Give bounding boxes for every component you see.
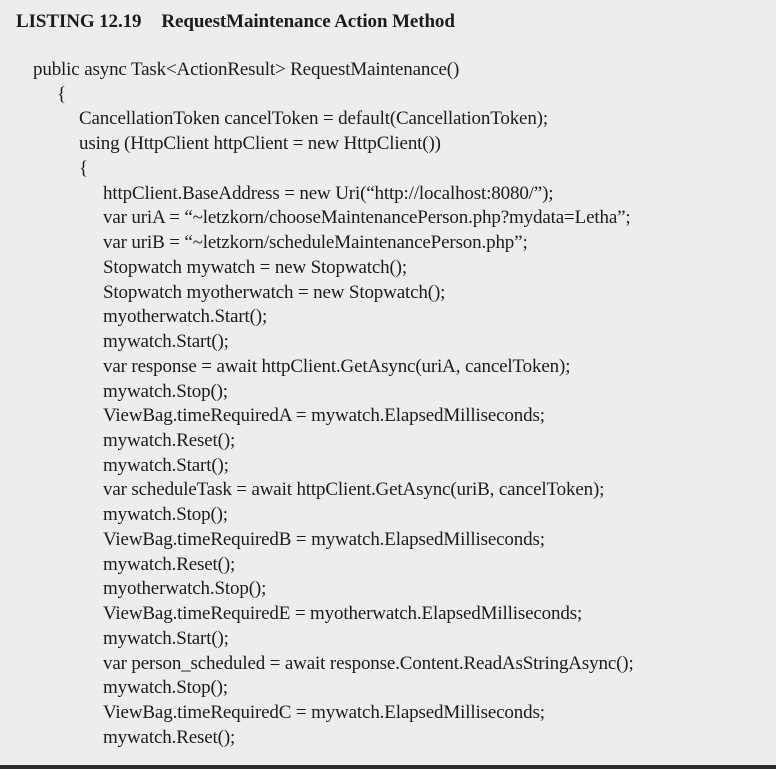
code-line: mywatch.Reset();	[103, 726, 236, 748]
code-line: ViewBag.timeRequiredE = myotherwatch.ElapsedMilliseconds;	[103, 603, 583, 625]
code-line: using (HttpClient httpClient = new HttpClient())	[79, 133, 441, 155]
code-line: ViewBag.timeRequiredB = mywatch.ElapsedMilliseconds;	[103, 528, 545, 550]
code-line: httpClient.BaseAddress = new Uri(“http://localhost:8080/”);	[103, 182, 554, 204]
listing-title: RequestMaintenance Action Method	[161, 11, 455, 32]
code-line: {	[57, 83, 66, 105]
code-line: public async Task<ActionResult> RequestMaintenance()	[33, 59, 460, 80]
code-line: mywatch.Start();	[103, 331, 229, 353]
code-line: mywatch.Reset();	[103, 430, 236, 452]
code-block	[0, 58, 776, 751]
code-line: var person_scheduled = await response.Content.ReadAsStringAsync();	[103, 652, 634, 674]
code-line: var uriB = “~letzkorn/scheduleMaintenancePerson.php”;	[103, 232, 528, 254]
code-line: Stopwatch mywatch = new Stopwatch();	[103, 256, 407, 278]
code-line: ViewBag.timeRequiredA = mywatch.ElapsedMilliseconds;	[103, 405, 545, 427]
code-line: mywatch.Start();	[103, 627, 229, 649]
code-line: mywatch.Stop();	[103, 504, 228, 526]
code-line: var uriA = “~letzkorn/chooseMaintenancePerson.php?mydata=Letha”;	[103, 207, 631, 229]
listing-caption	[16, 11, 455, 33]
code-line: mywatch.Stop();	[103, 380, 228, 402]
code-line: myotherwatch.Stop();	[103, 578, 267, 600]
code-line: mywatch.Start();	[103, 454, 229, 476]
code-line: myotherwatch.Start();	[103, 306, 268, 328]
code-line: mywatch.Stop();	[103, 677, 228, 699]
code-line: CancellationToken cancelToken = default(CancellationToken);	[79, 108, 548, 130]
code-line: mywatch.Reset();	[103, 553, 236, 575]
listing-number: LISTING 12.19	[16, 11, 142, 32]
code-line: Stopwatch myotherwatch = new Stopwatch();	[103, 281, 446, 303]
code-line: {	[79, 157, 88, 179]
code-line: var response = await httpClient.GetAsync(uriA, cancelToken);	[103, 355, 571, 377]
code-line: ViewBag.timeRequiredC = mywatch.ElapsedMilliseconds;	[103, 702, 545, 724]
code-line: var scheduleTask = await httpClient.GetAsync(uriB, cancelToken);	[103, 479, 605, 501]
